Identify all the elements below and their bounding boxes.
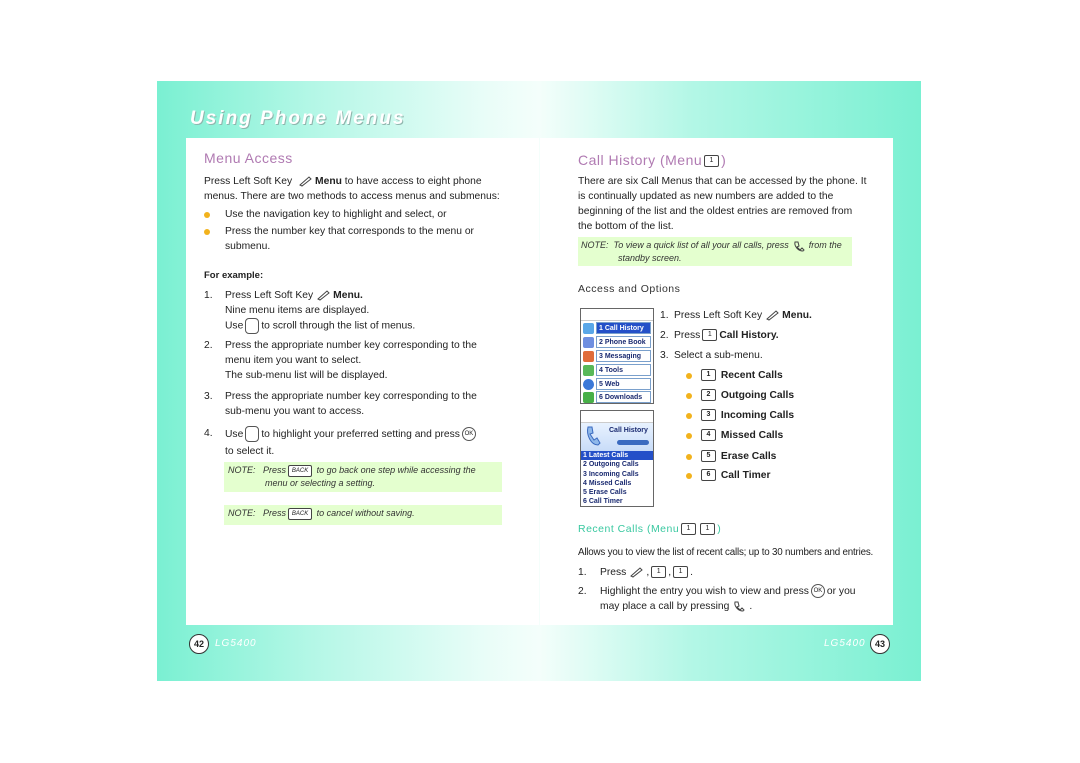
step-1-use: Use: [225, 320, 244, 332]
bullet-dot: [686, 373, 692, 379]
menu-label: Menu: [315, 176, 342, 187]
call-list-item: 4 Missed Calls: [583, 479, 632, 487]
phonebook-icon: [583, 337, 594, 348]
note-box-3: [578, 237, 852, 266]
intro-text: Press Left Soft Key: [204, 176, 293, 187]
menu-item: 2 Phone Book: [596, 336, 651, 348]
option-missed-calls: [699, 428, 783, 443]
status-bar: [581, 309, 653, 321]
bullet-1: Use the navigation key to highlight and select, or: [225, 209, 447, 220]
number-key-icon: 1: [702, 329, 717, 341]
recent-calls-heading: [578, 523, 721, 535]
step-1-text: Press Left Soft Key: [225, 290, 314, 301]
para-line: There are six Call Menus that can be accessed by the phone. It: [578, 176, 867, 187]
access-step-3-number: 3.: [660, 350, 669, 361]
note-text-2: to go back one step while accessing the: [316, 465, 476, 475]
menu-access-heading: Menu Access: [204, 150, 293, 166]
call-history-screenshot: [580, 410, 654, 507]
step-3-text-2: sub-menu you want to access.: [225, 406, 365, 417]
note-text-3: standby screen.: [618, 253, 682, 263]
note-label: NOTE:: [228, 508, 256, 518]
call-history-label: Call History.: [719, 330, 779, 341]
bullet-dot: [686, 413, 692, 419]
bullet-dot: [204, 229, 210, 235]
option-label: Recent Calls: [720, 370, 783, 381]
step-4-text-3: to select it.: [225, 446, 275, 457]
intro-text-3: menus. There are two methods to access menus and submenus:: [204, 191, 500, 202]
navigation-key-icon: [245, 426, 259, 442]
step-1-detail: Nine menu items are displayed.: [225, 305, 370, 316]
heading-close: ): [721, 152, 727, 168]
access-step-2: [674, 328, 779, 343]
note-text-2: from the: [808, 240, 842, 250]
bullet-2: Press the number key that corresponds to the menu or: [225, 226, 474, 237]
bullet-2-cont: submenu.: [225, 241, 271, 252]
bullet-dot: [686, 433, 692, 439]
status-bar: [581, 411, 653, 423]
step-text: Highlight the entry you wish to view and press: [600, 586, 809, 597]
call-history-paragraph: [578, 174, 878, 234]
number-key-icon: 1: [651, 566, 666, 578]
step-text: Press: [600, 567, 627, 578]
step-3-number: 3.: [204, 391, 213, 402]
left-soft-key-icon: [298, 175, 312, 187]
access-options-heading: Access and Options: [578, 283, 681, 295]
number-key-icon: 1: [704, 155, 719, 167]
step-1-number: 1.: [204, 290, 213, 301]
menu-item: 5 Web: [596, 378, 651, 390]
comma: ,: [668, 567, 672, 578]
step-2-text-2: menu item you want to select.: [225, 355, 362, 366]
para-line: beginning of the list and the oldest entries are removed from: [578, 206, 853, 217]
step-text-2: or you: [826, 586, 856, 597]
note-label: NOTE:: [581, 240, 609, 250]
phone-handset-icon: [584, 425, 602, 447]
option-outgoing-calls: [699, 388, 794, 403]
number-key-icon: 1: [673, 566, 688, 578]
step-2-text-3: The sub-menu list will be displayed.: [225, 370, 388, 381]
menu-label: Menu.: [333, 290, 363, 301]
send-key-icon: [732, 600, 746, 612]
web-icon: [583, 379, 594, 390]
bullet-dot: [204, 212, 210, 218]
ok-key-icon: OK: [811, 584, 825, 598]
left-page: [186, 138, 539, 625]
call-history-screen-title: Call History: [609, 427, 648, 434]
option-incoming-calls: [699, 408, 794, 423]
option-label: Outgoing Calls: [720, 390, 795, 401]
option-recent-calls: [699, 368, 783, 383]
heading-text: Recent Calls (Menu: [578, 523, 680, 535]
step-text: Press: [674, 330, 701, 341]
call-list-item: 3 Incoming Calls: [583, 470, 639, 478]
number-key-icon: 1: [700, 523, 715, 535]
send-key-icon: [792, 240, 806, 252]
recent-calls-paragraph: Allows you to view the list of recent calls; up to 30 numbers and entries.: [578, 547, 874, 558]
back-key-icon: BACK: [288, 465, 312, 477]
period: .: [749, 601, 753, 612]
right-page: [540, 138, 893, 625]
recent-step-2: [600, 584, 890, 614]
period: .: [690, 567, 693, 578]
model-name-right: LG5400: [824, 638, 866, 649]
intro-text-2: to have access to eight phone: [344, 176, 482, 187]
step-2-text: Press the appropriate number key corresponding to the: [225, 340, 477, 351]
bullet-dot: [686, 393, 692, 399]
note-text: To view a quick list of all your all calls, press: [613, 240, 789, 250]
comma: ,: [646, 567, 650, 578]
bullet-dot: [686, 473, 692, 479]
ok-key-icon: OK: [462, 427, 476, 441]
number-key-icon: 1: [701, 369, 716, 381]
step-4-text-2: to highlight your preferred setting and press: [261, 429, 460, 440]
menu-label: Menu.: [782, 310, 812, 321]
call-list-item: 2 Outgoing Calls: [583, 461, 639, 469]
page-title: Using Phone Menus: [190, 108, 406, 129]
access-step-2-number: 2.: [660, 330, 669, 341]
menu-access-intro: [204, 174, 534, 204]
step-4: [225, 426, 535, 460]
number-key-icon: 1: [681, 523, 696, 535]
note-text: Press: [263, 508, 287, 518]
step-2: [225, 338, 525, 383]
left-soft-key-icon: [316, 289, 330, 301]
number-key-icon: 4: [701, 429, 716, 441]
menu-item: 4 Tools: [596, 364, 651, 376]
model-name-left: LG5400: [215, 638, 257, 649]
left-soft-key-icon: [765, 309, 779, 321]
phone-menu-screenshot: [580, 308, 654, 404]
tools-icon: [583, 365, 594, 376]
note-label: NOTE:: [228, 465, 256, 475]
number-key-icon: 2: [701, 389, 716, 401]
bullet-dot: [686, 454, 692, 460]
call-list-item: 5 Erase Calls: [583, 489, 627, 497]
option-erase-calls: [699, 449, 776, 464]
step-1-scroll-text: to scroll through the list of menus.: [261, 320, 416, 332]
call-list-item: 6 Call Timer: [583, 498, 623, 506]
number-key-icon: 3: [701, 409, 716, 421]
call-history-icon: [583, 323, 594, 334]
option-label: Incoming Calls: [720, 410, 795, 421]
para-line: the bottom of the list.: [578, 221, 674, 232]
option-call-timer: [699, 468, 770, 483]
messaging-icon: [583, 351, 594, 362]
step-4-number: 4.: [204, 428, 213, 439]
recent-step-2-number: 2.: [578, 586, 587, 597]
back-key-icon: BACK: [288, 508, 312, 520]
step-2-number: 2.: [204, 340, 213, 351]
number-key-icon: 6: [701, 469, 716, 481]
number-key-icon: 5: [701, 450, 716, 462]
heading-text: Call History (Menu: [578, 152, 703, 168]
option-label: Erase Calls: [720, 451, 777, 462]
downloads-icon: [583, 392, 594, 403]
heading-close: ): [717, 523, 722, 535]
note-box-2: [224, 505, 502, 525]
step-text-3: may place a call by pressing: [600, 601, 730, 612]
call-history-banner: [581, 423, 653, 451]
option-label: Call Timer: [720, 470, 771, 481]
note-text-2: to cancel without saving.: [316, 508, 415, 518]
access-step-1: [674, 308, 812, 323]
note-box-1: [224, 462, 502, 492]
step-3-text: Press the appropriate number key corresponding to the: [225, 391, 477, 402]
left-soft-key-icon: [629, 566, 643, 578]
navigation-key-icon: [245, 318, 259, 334]
page-number-right: 43: [870, 634, 890, 654]
para-line: is continually updated as new numbers are added to the: [578, 191, 834, 202]
step-text: Press Left Soft Key: [674, 310, 763, 321]
note-text-3: menu or selecting a setting.: [265, 478, 376, 488]
call-history-heading: [578, 152, 726, 168]
access-step-3: Select a sub-menu.: [674, 350, 763, 361]
menu-item: 6 Downloads: [596, 391, 651, 403]
recent-step-1: [600, 565, 693, 580]
option-label: Missed Calls: [720, 430, 784, 441]
menu-item: 1 Call History: [596, 322, 651, 334]
step-1: [225, 288, 525, 334]
progress-indicator: [617, 440, 649, 445]
example-label: For example:: [204, 270, 264, 281]
step-3: [225, 389, 525, 419]
access-step-1-number: 1.: [660, 310, 669, 321]
note-text: Press: [263, 465, 287, 475]
menu-item: 3 Messaging: [596, 350, 651, 362]
step-4-text: Use: [225, 429, 244, 440]
page-number-left: 42: [189, 634, 209, 654]
recent-step-1-number: 1.: [578, 567, 587, 578]
call-list-item: 1 Latest Calls: [581, 451, 653, 460]
